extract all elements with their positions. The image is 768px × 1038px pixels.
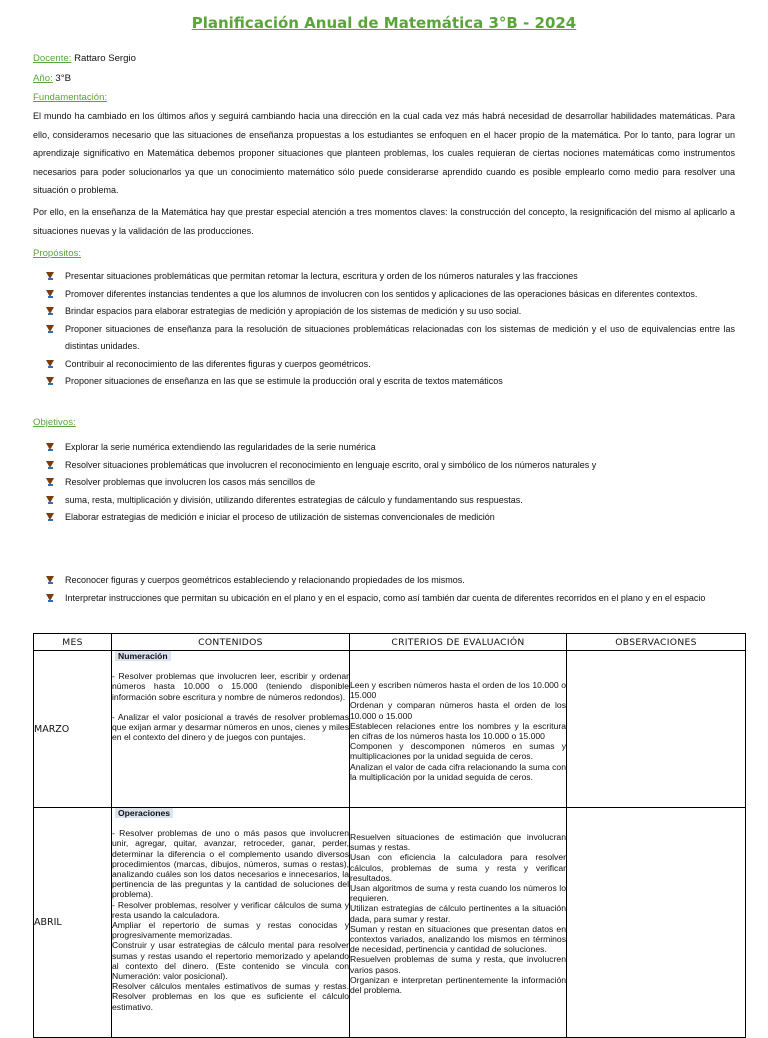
criterios-cell: Leen y escriben números hasta el orden de los 10.000 o 15.000 Ordenan y comparan números hasta el orden de los 10.000 o 15.000 Establecen relaciones entre los nombres y la escritura en cifras de los números hasta los 10.000 o 15.000 Componen y descomponen números en sumas y multiplicaciones por la unidad seguida de ceros. Analizan el valor de cada cifra relacionando la suma con la multiplicación por la unidad seguida de ceros. xyxy=(350,651,567,808)
pushpin-bullet-icon xyxy=(46,290,54,299)
list-item: Presentar situaciones problemáticas que permitan retomar la lectura, escritura y orden de los números naturales y las fracciones xyxy=(33,268,735,286)
section-label: Operaciones xyxy=(115,808,173,818)
pushpin-bullet-icon xyxy=(46,307,54,316)
pushpin-bullet-icon xyxy=(46,461,54,470)
fundamentacion-paragraph-1: El mundo ha cambiado en los últimos años y seguirá cambiando hacia una dirección en la cual cada vez más habrá necesidad de desarrollar habilidades matemáticas. Para ello, consideramos necesario que las situaciones de enseñanza propuestas a los estudiantes se enfoquen en el hacer propio de la matemática. Por lo tanto, para lograr un aprendizaje significativo en Matemática debemos proponer situaciones que planteen problemas, los cuales requieran de ciertas nociones matemáticas como instrumentos necesarios para poder solucionarlos ya que un conocimiento matemático sólo puede considerarse aprendido cuando es posible emplearlo como medio para resolver una situación o problema. xyxy=(33,111,735,195)
fundamentacion-heading: Fundamentación: xyxy=(33,92,108,103)
list-item: Explorar la serie numérica extendiendo las regularidades de la serie numérica xyxy=(33,439,735,457)
docente-label: Docente: xyxy=(33,53,72,64)
objetivos-heading: Objetivos: xyxy=(33,417,76,428)
objetivos-list xyxy=(33,439,735,527)
docente-line xyxy=(33,53,136,64)
contenidos-cell: Operaciones - Resolver problemas de uno o más pasos que involucren unir, agregar, quitar, avanzar, retroceder, ganar, perder, determinar la diferencia o el complemento usando diversos procedimientos (marcas, dibujos, números, sumas o restas), analizando cuáles son los datos necesarios e innecesarios, la pertinencia de las preguntas y la cantidad de soluciones del problema). - Resolver problemas, resolver y verificar cálculos de suma y resta usando la calculadora. Ampliar el repertorio de sumas y restas conocidas y progresivamente memorizadas. Construir y usar estrategias de cálculo mental para resolver sumas y restas usando el repertorio memorizado y apelando al contexto del dinero. (Este contenido se vincula con Numeración: valor posicional). Resolver cálculos mentales estimativos de sumas y restas. Resolver problemas en los que es suficiente el cálculo estimativo. xyxy=(112,808,350,1038)
list-item: Proponer situaciones de enseñanza para la resolución de situaciones problemáticas relacionadas con los sistemas de medición y el uso de equivalencias entre las distintas unidades. xyxy=(33,321,735,356)
pushpin-bullet-icon xyxy=(46,478,54,487)
list-item: Promover diferentes instancias tendentes a que los alumnos de involucren con los sentidos y aplicaciones de las operaciones básicas en diferentes contextos. xyxy=(33,286,735,304)
docente-value: Rattaro Sergio xyxy=(71,53,136,64)
table-row xyxy=(34,808,746,1038)
fundamentacion-paragraph-2: Por ello, en la enseñanza de la Matemática hay que prestar especial atención a tres momentos claves: la construcción del concepto, la resignificación del mismo al aplicarlo a situaciones nuevas y la validación de las producciones. xyxy=(33,207,735,236)
list-item: Elaborar estrategias de medición e iniciar el proceso de utilización de sistemas convencionales de medición xyxy=(33,509,735,527)
header-mes: MES xyxy=(34,634,112,651)
section-label: Numeración xyxy=(115,651,171,661)
list-item: Contribuir al reconocimiento de las diferentes figuras y cuerpos geométricos. xyxy=(33,356,735,374)
contenidos-cell: Numeración - Resolver problemas que involucren leer, escribir y ordenar números hasta 10.000 o 15.000 (teniendo disponible información sobre escritura y nombre de números redondos). - Analizar el valor posicional a través de resolver problemas que exijan armar y desarmar números en unos, cienes y miles en el contexto del dinero y de juegos con puntajes. xyxy=(112,651,350,808)
pushpin-bullet-icon xyxy=(46,513,54,522)
pushpin-bullet-icon xyxy=(46,377,54,386)
planning-table xyxy=(33,633,746,1038)
month-cell: MARZO xyxy=(34,651,112,808)
objetivos-list-continued xyxy=(33,572,735,607)
table-header-row xyxy=(34,634,746,651)
anio-label: Año: xyxy=(33,73,53,84)
list-item: suma, resta, multiplicación y división, utilizando diferentes estrategias de cálculo y fundamentando sus respuestas. xyxy=(33,492,735,510)
propositos-heading: Propósitos: xyxy=(33,248,81,259)
table-row xyxy=(34,651,746,808)
page-title: Planificación Anual de Matemática 3°B - 2024 xyxy=(191,14,577,32)
anio-line xyxy=(33,73,71,84)
pushpin-bullet-icon xyxy=(46,325,54,334)
header-observaciones: OBSERVACIONES xyxy=(567,634,746,651)
pushpin-bullet-icon xyxy=(46,272,54,281)
header-contenidos: CONTENIDOS xyxy=(112,634,350,651)
pushpin-bullet-icon xyxy=(46,576,54,585)
list-item: Brindar espacios para elaborar estrategias de medición y apropiación de los sistemas de medición y su uso social. xyxy=(33,303,735,321)
anio-value: 3°B xyxy=(52,73,71,84)
pushpin-bullet-icon xyxy=(46,443,54,452)
observaciones-cell xyxy=(567,808,746,1038)
criterios-cell: Resuelven situaciones de estimación que involucran sumas y restas. Usan con eficiencia la calculadora para resolver cálculos, problemas de suma y resta y verificar resultados. Usan algoritmos de suma y resta cuando los números lo requieren. Utilizan estrategias de cálculo pertinentes a la situación dada, para sumar y restar. Suman y restan en situaciones que presentan datos en contextos variados, analizando los mismos en términos de necesidad, pertinencia y cantidad de soluciones. Resuelven problemas de suma y resta, que involucren varios pasos. Organizan e interpretan pertinentemente la información del problema. xyxy=(350,808,567,1038)
pushpin-bullet-icon xyxy=(46,360,54,369)
pushpin-bullet-icon xyxy=(46,496,54,505)
propositos-list xyxy=(33,268,735,391)
list-item: Interpretar instrucciones que permitan su ubicación en el plano y en el espacio, como así también dar cuenta de diferentes recorridos en el plano y en el espacio xyxy=(33,590,735,608)
pushpin-bullet-icon xyxy=(46,594,54,603)
observaciones-cell xyxy=(567,651,746,808)
header-criterios: CRITERIOS DE EVALUACIÓN xyxy=(350,634,567,651)
list-item: Reconocer figuras y cuerpos geométricos estableciendo y relacionando propiedades de los mismos. xyxy=(33,572,735,590)
list-item: Proponer situaciones de enseñanza en las que se estimule la producción oral y escrita de textos matemáticos xyxy=(33,373,735,391)
month-cell: ABRIL xyxy=(34,808,112,1038)
list-item: Resolver situaciones problemáticas que involucren el reconocimiento en lenguaje escrito, oral y simbólico de los números naturales y xyxy=(33,457,735,475)
list-item: Resolver problemas que involucren los casos más sencillos de xyxy=(33,474,735,492)
